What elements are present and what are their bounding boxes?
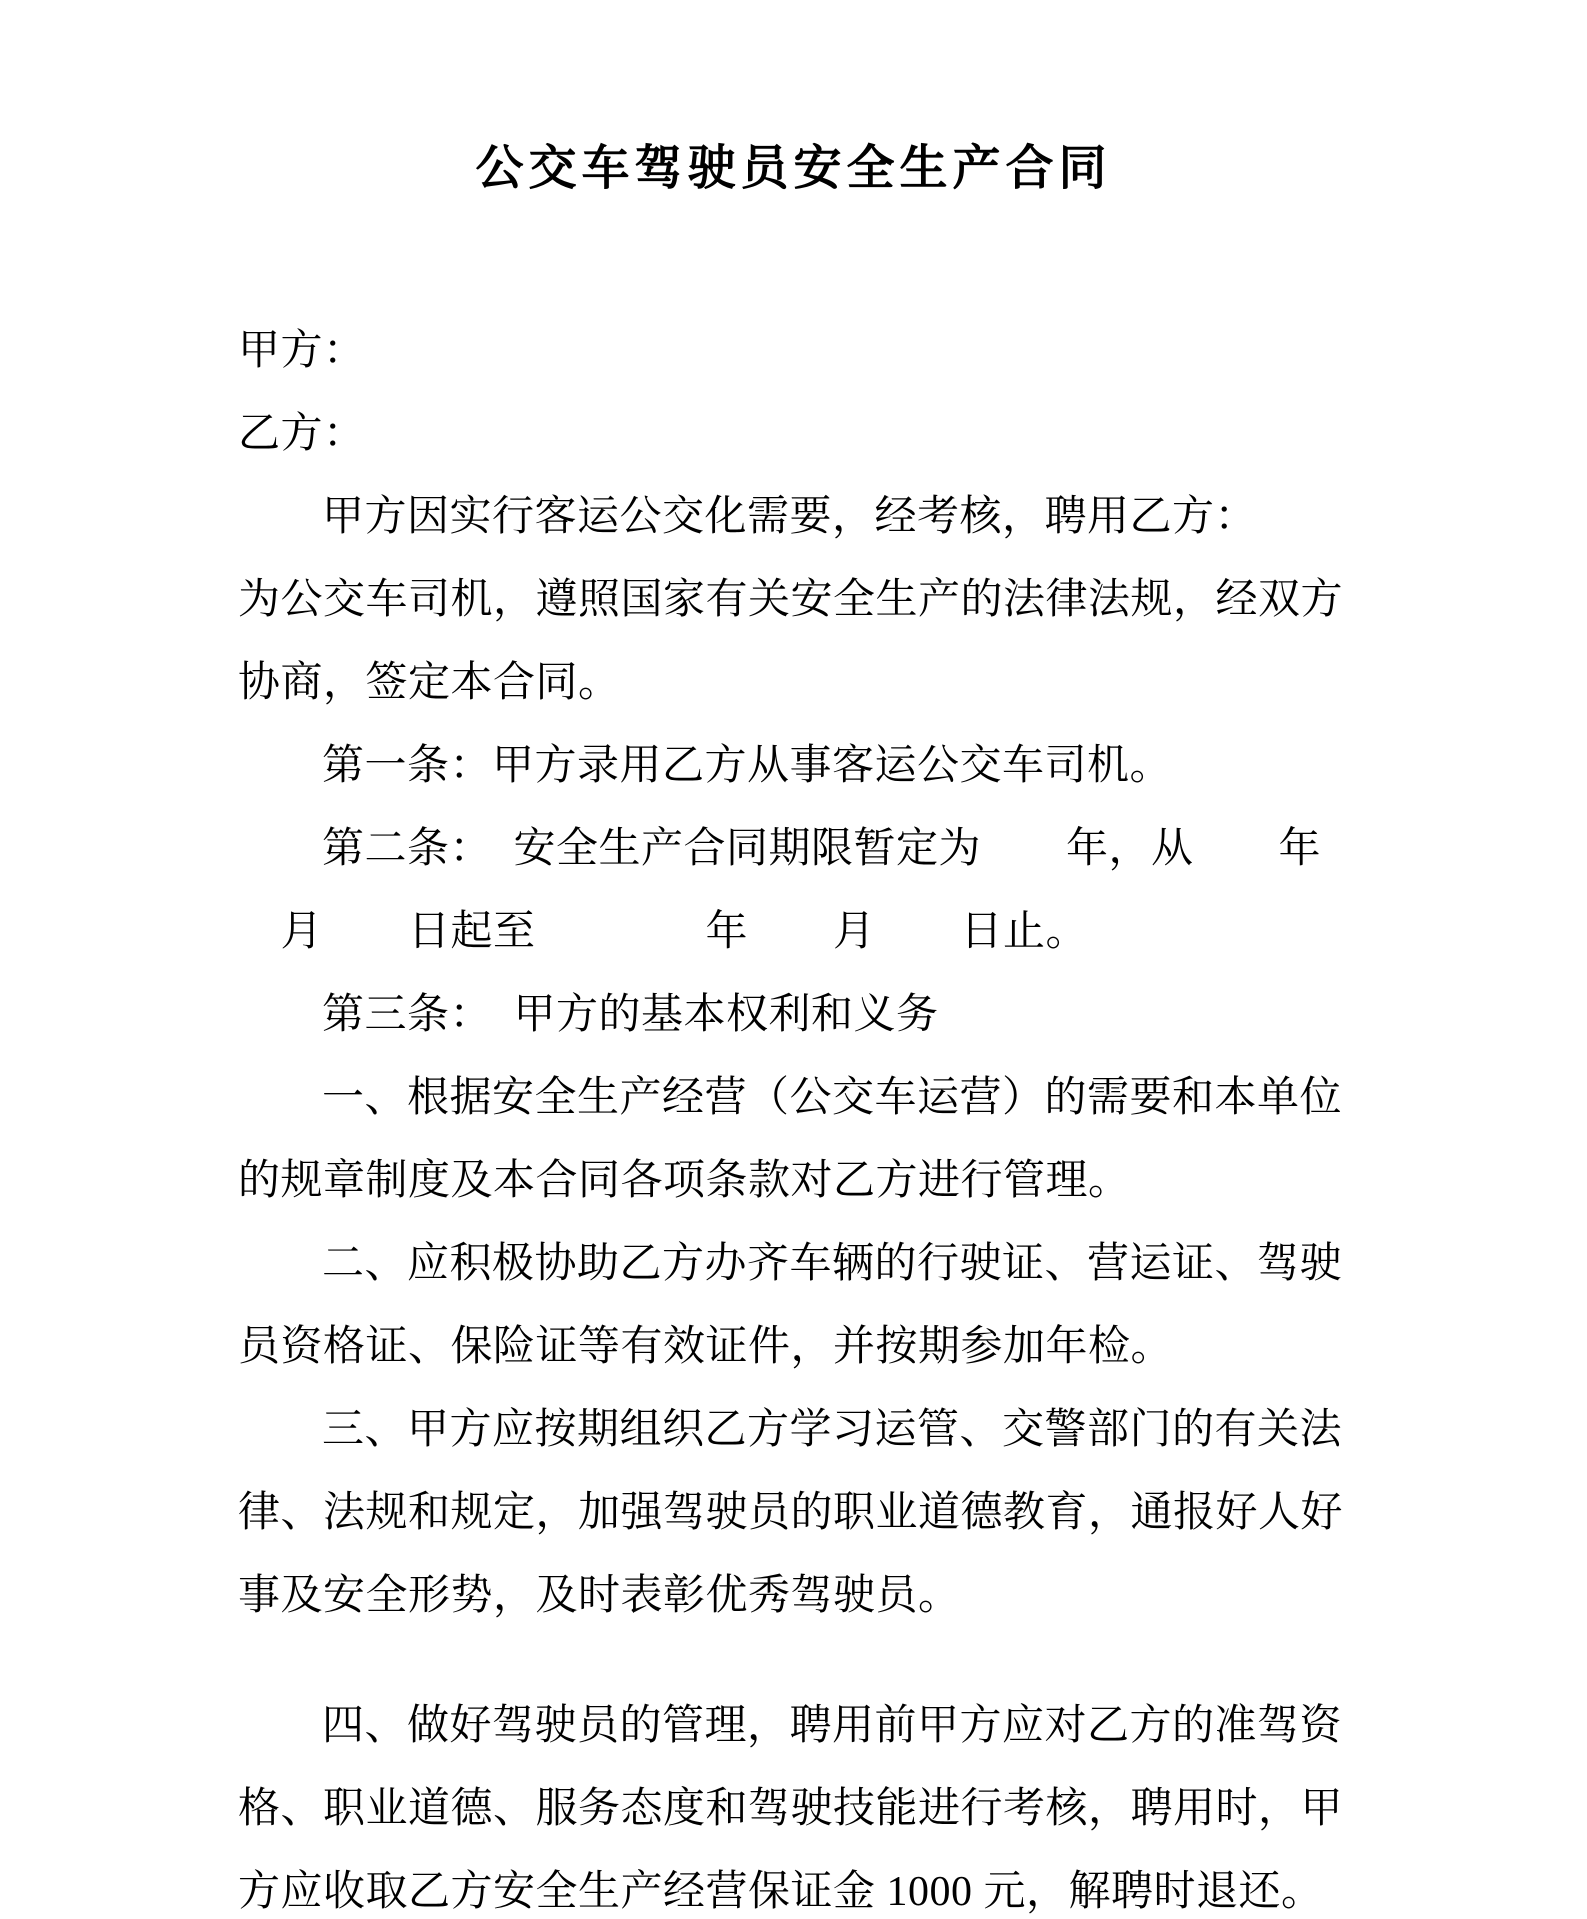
item-2-line-1: 二、应积极协助乙方办齐车辆的行驶证、营运证、驾驶 bbox=[322, 1241, 1343, 1287]
paragraph-gap bbox=[238, 1638, 1349, 1685]
preamble-line-1: 甲方因实行客运公交化需要，经考核，聘用乙方： bbox=[322, 494, 1258, 540]
item-4-line-1: 四、做好驾驶员的管理，聘用前甲方应对乙方的准驾资 bbox=[322, 1703, 1343, 1749]
item-3-line-3: 事及安全形势，及时表彰优秀驾驶员。 bbox=[238, 1573, 961, 1619]
clause-2-line-1: 第二条： 安全生产合同期限暂定为 年，从 年 bbox=[322, 826, 1322, 872]
preamble-line-2: 为公交车司机，遵照国家有关安全生产的法律法规，经双方 bbox=[238, 577, 1344, 623]
item-1-line-1: 一、根据安全生产经营（公交车运营）的需要和本单位 bbox=[322, 1075, 1343, 1121]
document-title: 公交车驾驶员安全生产合同 bbox=[475, 142, 1112, 195]
party-b-line: 乙方： bbox=[238, 411, 366, 457]
item-3-line-2: 律、法规和规定，加强驾驶员的职业道德教育，通报好人好 bbox=[238, 1490, 1344, 1536]
item-4-line-3: 方应收取乙方安全生产经营保证金 1000 元，解聘时退还。 bbox=[238, 1869, 1324, 1915]
item-4-line-2: 格、职业道德、服务态度和驾驶技能进行考核，聘用时，甲 bbox=[238, 1786, 1344, 1832]
clause-3-line: 第三条： 甲方的基本权利和义务 bbox=[322, 992, 939, 1038]
document-body bbox=[238, 310, 1349, 1919]
party-a-line: 甲方： bbox=[238, 328, 366, 374]
item-1-line-2: 的规章制度及本合同各项条款对乙方进行管理。 bbox=[238, 1158, 1131, 1204]
clause-1-line: 第一条：甲方录用乙方从事客运公交车司机。 bbox=[322, 743, 1173, 789]
item-3-line-1: 三、甲方应按期组织乙方学习运管、交警部门的有关法 bbox=[322, 1407, 1343, 1453]
clause-2-line-2: 月 日起至 年 月 日止。 bbox=[238, 909, 1089, 955]
preamble-line-3: 协商，签定本合同。 bbox=[238, 660, 621, 706]
item-2-line-2: 员资格证、保险证等有效证件，并按期参加年检。 bbox=[238, 1324, 1174, 1370]
